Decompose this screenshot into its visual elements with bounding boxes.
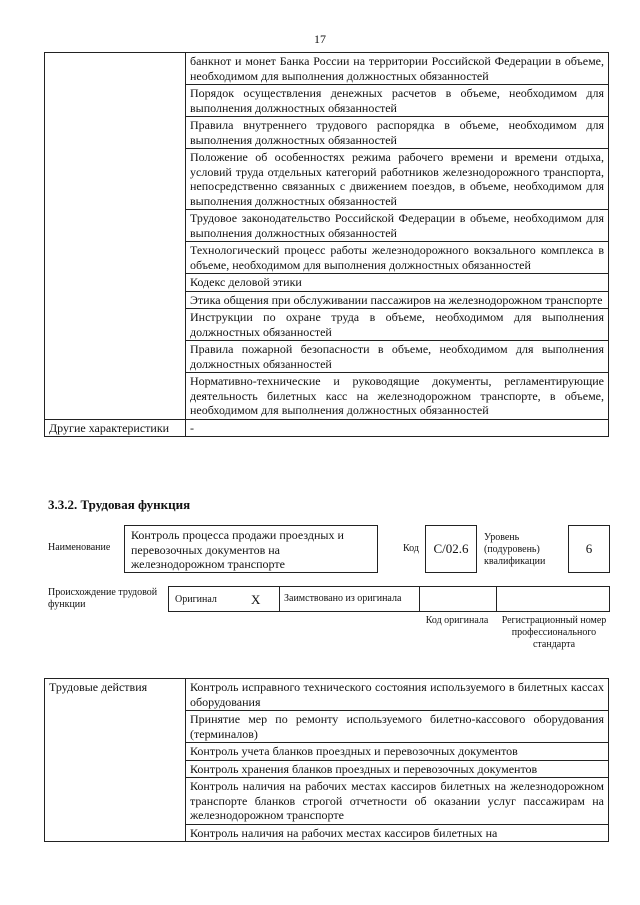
- knowledge-table: [44, 52, 609, 437]
- knowledge-item: Инструкции по охране труда в объеме, необходимом для выполнения должностных обязанностей: [186, 309, 609, 341]
- labor-action-item: Контроль исправного технического состояния используемого в билетных кассах оборудования: [186, 679, 609, 711]
- knowledge-item: Нормативно-технические и руководящие документы, регламентирующие деятельность билетных касс на железнодорожном транспорте, в объеме, необходимом для выполнения должностных обязанностей: [186, 373, 609, 420]
- labor-action-item: Контроль наличия на рабочих местах кассиров билетных на: [186, 824, 609, 842]
- page-number: 17: [314, 32, 326, 46]
- knowledge-label-cell: [45, 53, 186, 420]
- labor-action-item: Контроль учета бланков проездных и перевозочных документов: [186, 743, 609, 761]
- name-label: Наименование: [48, 542, 111, 553]
- table-row: [45, 419, 609, 437]
- knowledge-item: Этика общения при обслуживании пассажиров на железнодорожном транспорте: [186, 291, 609, 309]
- borrowed-box: [279, 586, 420, 612]
- table-row: [45, 679, 609, 711]
- origin-label: Происхождение трудовой функции: [48, 587, 158, 610]
- original-label: Оригинал: [175, 594, 217, 605]
- knowledge-item: Порядок осуществления денежных расчетов в объеме, необходимом для выполнения должностных обязанностей: [186, 85, 609, 117]
- knowledge-item: Трудовое законодательство Российской Федерации в объеме, необходимом для выполнения должностных обязанностей: [186, 210, 609, 242]
- code-label: Код: [403, 543, 419, 554]
- knowledge-item: Кодекс деловой этики: [186, 274, 609, 292]
- reg-number-box: [496, 586, 610, 612]
- function-name-box: Контроль процесса продажи проездных и перевозочных документов на железнодорожном транспорте: [124, 525, 378, 573]
- labor-actions-table: [44, 678, 609, 842]
- other-characteristics-label: Другие характеристики: [45, 419, 186, 437]
- original-box: [168, 586, 280, 612]
- section-title: 3.3.2. Трудовая функция: [48, 497, 191, 512]
- knowledge-item: Правила внутреннего трудового распорядка в объеме, необходимом для выполнения должностных обязанностей: [186, 117, 609, 149]
- knowledge-item: Правила пожарной безопасности в объеме, необходимом для выполнения должностных обязанностей: [186, 341, 609, 373]
- level-label: Уровень (подуровень) квалификации: [484, 532, 546, 567]
- origin-code-box: [419, 586, 497, 612]
- origin-code-caption: Код оригинала: [425, 615, 489, 626]
- labor-action-item: Принятие мер по ремонту используемого билетно-кассового оборудования (терминалов): [186, 711, 609, 743]
- labor-action-item: Контроль хранения бланков проездных и перевозочных документов: [186, 760, 609, 778]
- table-row: [45, 53, 609, 85]
- labor-action-item: Контроль наличия на рабочих местах кассиров билетных на железнодорожном транспорте бланков строгой отчетности об оказании услуг пассажирам на железнодорожном транспорте: [186, 778, 609, 825]
- level-value-box: 6: [568, 525, 610, 573]
- knowledge-item: Положение об особенностях режима рабочего времени и времени отдыха, условий труда отдельных категорий работников железнодорожного транспорта, непосредственно связанных с движением поездов, в объеме, необходимом для выполнения должностных обязанностей: [186, 149, 609, 210]
- original-mark: X: [251, 592, 261, 607]
- reg-number-caption: Регистрационный номер профессионального стандарта: [501, 615, 607, 650]
- knowledge-item: банкнот и монет Банка России на территории Российской Федерации в объеме, необходимом для выполнения должностных обязанностей: [186, 53, 609, 85]
- labor-actions-label: Трудовые действия: [45, 679, 186, 842]
- borrowed-label: Заимствовано из оригинала: [284, 593, 402, 604]
- other-characteristics-value: -: [186, 419, 609, 437]
- knowledge-item: Технологический процесс работы железнодорожного вокзального комплекса в объеме, необходимом для выполнения должностных обязанностей: [186, 242, 609, 274]
- code-value-box: С/02.6: [425, 525, 477, 573]
